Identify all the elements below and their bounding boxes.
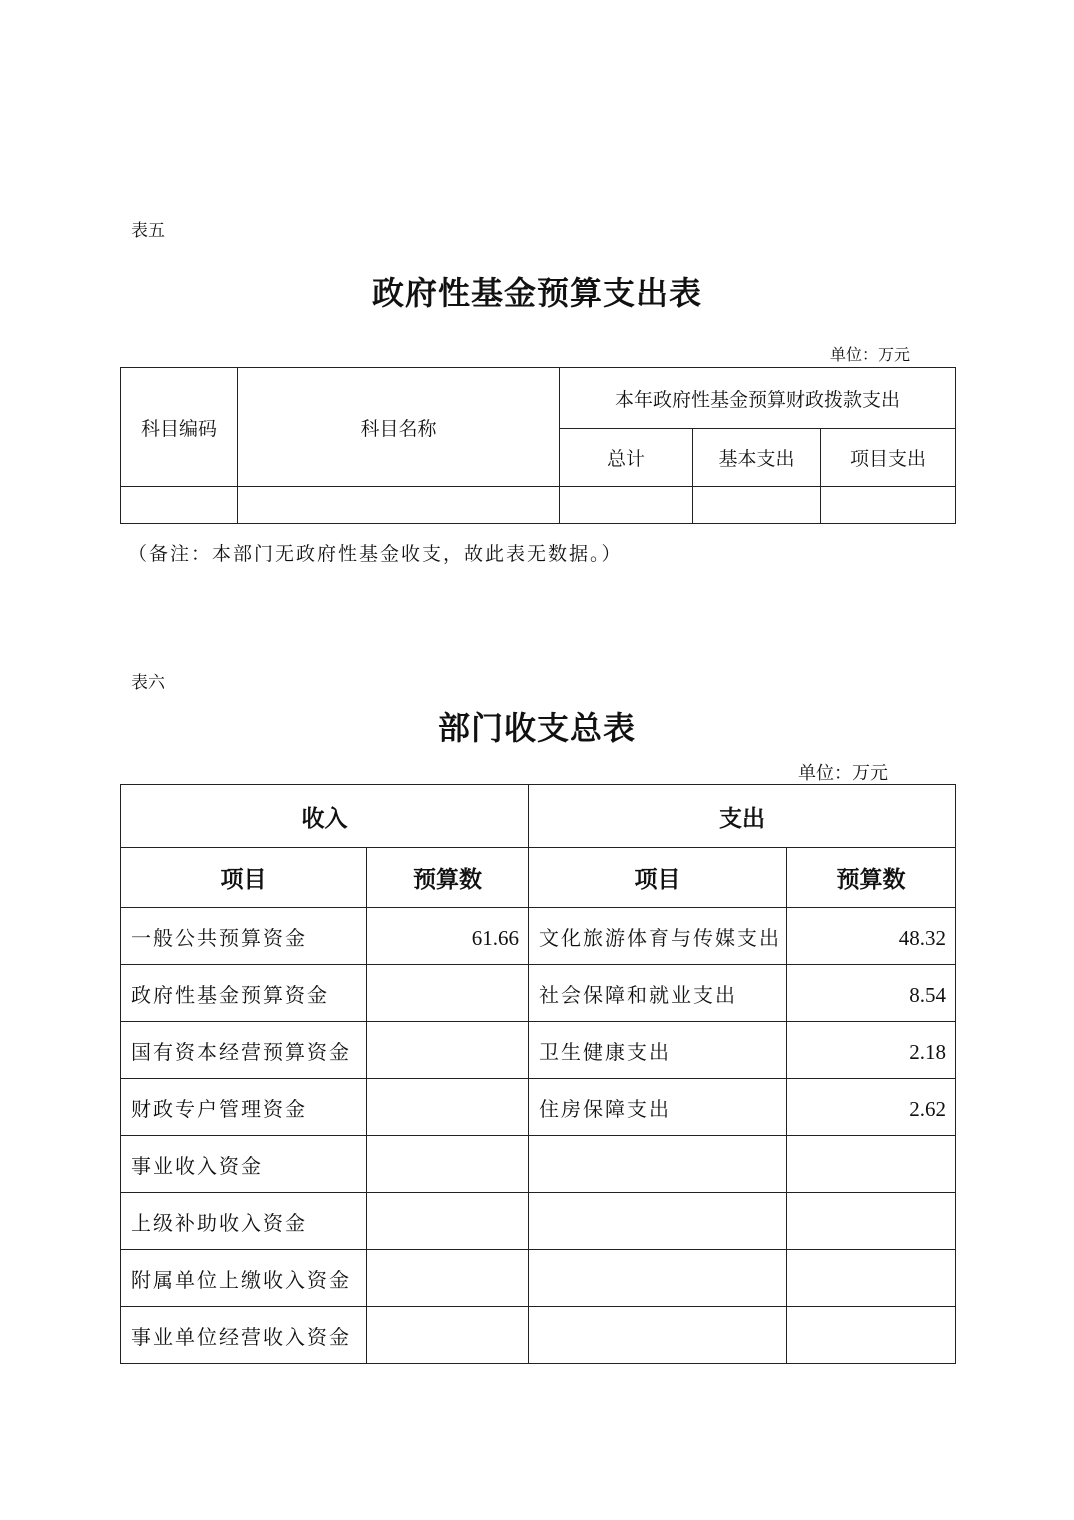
income-amount (367, 1307, 529, 1364)
income-amount (367, 1136, 529, 1193)
table-row (121, 1250, 956, 1307)
expense-item: 社会保障和就业支出 (529, 965, 787, 1022)
income-amount (367, 1250, 529, 1307)
empty-cell (560, 487, 693, 524)
header-project-expense: 项目支出 (821, 429, 956, 487)
income-amount (367, 1193, 529, 1250)
table-row (121, 1193, 956, 1250)
table-row (121, 908, 956, 965)
header-total: 总计 (560, 429, 693, 487)
expense-amount: 8.54 (787, 965, 956, 1022)
income-item: 事业收入资金 (121, 1136, 367, 1193)
income-amount (367, 1022, 529, 1079)
expense-item: 住房保障支出 (529, 1079, 787, 1136)
expense-item (529, 1307, 787, 1364)
expense-item: 文化旅游体育与传媒支出 (529, 908, 787, 965)
table5-unit: 单位：万元 (830, 345, 911, 364)
income-item: 附属单位上缴收入资金 (121, 1250, 367, 1307)
header-income-budget: 预算数 (367, 848, 529, 908)
header-subject-code: 科目编码 (121, 368, 238, 487)
table6-title: 部门收支总表 (437, 709, 636, 747)
department-income-expense-table (120, 784, 956, 1364)
table-row (121, 965, 956, 1022)
table-row (121, 1079, 956, 1136)
expense-item (529, 1250, 787, 1307)
expense-amount (787, 1250, 956, 1307)
income-item: 财政专户管理资金 (121, 1079, 367, 1136)
table-row (121, 1307, 956, 1364)
header-income: 收入 (121, 785, 529, 848)
header-subject-name: 科目名称 (238, 368, 560, 487)
income-amount (367, 1079, 529, 1136)
expense-amount (787, 1136, 956, 1193)
empty-cell (693, 487, 821, 524)
government-fund-expenditure-table (120, 367, 956, 524)
table5-title: 政府性基金预算支出表 (371, 274, 702, 312)
table6-label: 表六 (131, 673, 165, 693)
income-amount: 61.66 (367, 908, 529, 965)
empty-cell (821, 487, 956, 524)
header-basic-expense: 基本支出 (693, 429, 821, 487)
income-item: 一般公共预算资金 (121, 908, 367, 965)
table-row (121, 1136, 956, 1193)
expense-amount: 48.32 (787, 908, 956, 965)
table-row (121, 487, 956, 524)
header-expense-budget: 预算数 (787, 848, 956, 908)
income-amount (367, 965, 529, 1022)
header-expense: 支出 (529, 785, 956, 848)
expense-amount (787, 1193, 956, 1250)
income-item: 政府性基金预算资金 (121, 965, 367, 1022)
table5-note: （备注：本部门无政府性基金收支，故此表无数据。） (128, 543, 623, 565)
empty-cell (121, 487, 238, 524)
header-fund-appropriation: 本年政府性基金预算财政拨款支出 (560, 368, 956, 429)
income-item: 上级补助收入资金 (121, 1193, 367, 1250)
income-item: 国有资本经营预算资金 (121, 1022, 367, 1079)
empty-cell (238, 487, 560, 524)
table6-unit: 单位：万元 (798, 763, 888, 784)
expense-item: 卫生健康支出 (529, 1022, 787, 1079)
table-row (121, 1022, 956, 1079)
expense-amount (787, 1307, 956, 1364)
header-income-item: 项目 (121, 848, 367, 908)
table5-label: 表五 (131, 221, 165, 241)
expense-amount: 2.62 (787, 1079, 956, 1136)
income-item: 事业单位经营收入资金 (121, 1307, 367, 1364)
expense-item (529, 1136, 787, 1193)
header-expense-item: 项目 (529, 848, 787, 908)
expense-item (529, 1193, 787, 1250)
expense-amount: 2.18 (787, 1022, 956, 1079)
